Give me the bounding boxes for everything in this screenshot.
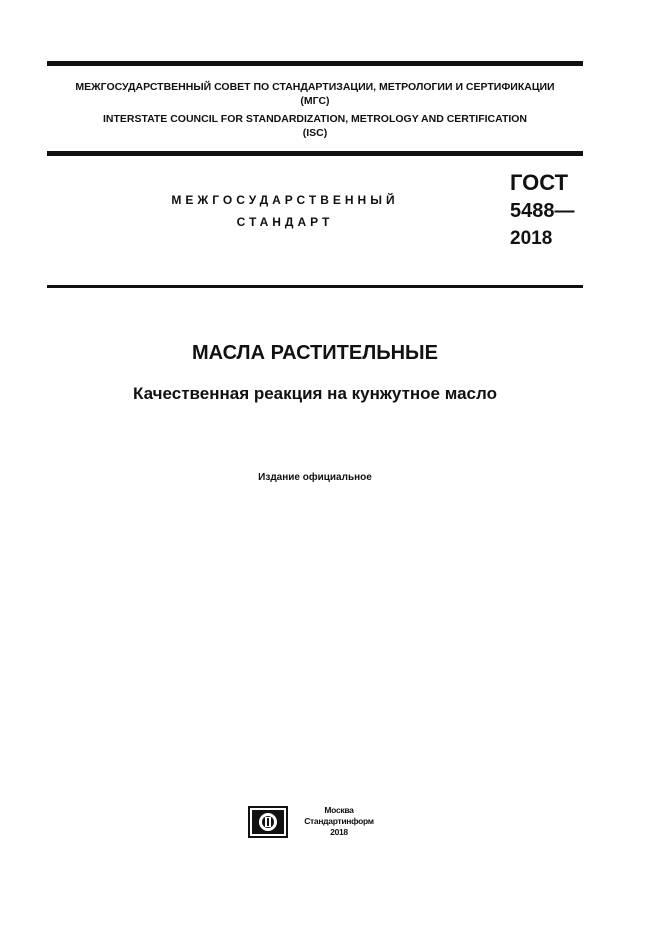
standartinform-logo-icon <box>248 806 288 838</box>
document-title: МАСЛА РАСТИТЕЛЬНЫЕ <box>192 342 438 364</box>
gost-year: 2018 <box>510 228 553 249</box>
standard-type-line1: МЕЖГОСУДАРСТВЕННЫЙ <box>171 193 399 207</box>
gost-designation <box>510 169 575 253</box>
council-en-line: INTERSTATE COUNCIL FOR STANDARDIZATION, METROLOGY AND CERTIFICATION <box>102 113 528 125</box>
gost-prefix: ГОСТ <box>510 170 569 195</box>
publisher-name: Стандартинформ <box>304 816 374 826</box>
publisher-year: 2018 <box>330 827 348 837</box>
council-ru-abbr: (МГС) <box>300 95 330 107</box>
council-ru-line: МЕЖГОСУДАРСТВЕННЫЙ СОВЕТ ПО СТАНДАРТИЗАЦИИ, МЕТРОЛОГИИ И СЕРТИФИКАЦИИ <box>75 81 555 93</box>
council-ru <box>47 80 583 108</box>
council-bottom-rule <box>47 151 583 156</box>
publisher-block <box>294 805 384 838</box>
standard-type-line2: СТАНДАРТ <box>236 215 334 229</box>
council-en <box>47 112 583 140</box>
top-rule <box>47 61 583 66</box>
publisher-city: Москва <box>324 805 354 815</box>
edition-note: Издание официальное <box>258 472 372 483</box>
council-en-abbr: (ISC) <box>302 127 328 139</box>
gost-number: 5488— <box>510 200 575 222</box>
header-bottom-rule <box>47 285 583 288</box>
document-subtitle: Качественная реакция на кунжутное масло <box>133 384 497 403</box>
standard-type <box>120 189 450 233</box>
